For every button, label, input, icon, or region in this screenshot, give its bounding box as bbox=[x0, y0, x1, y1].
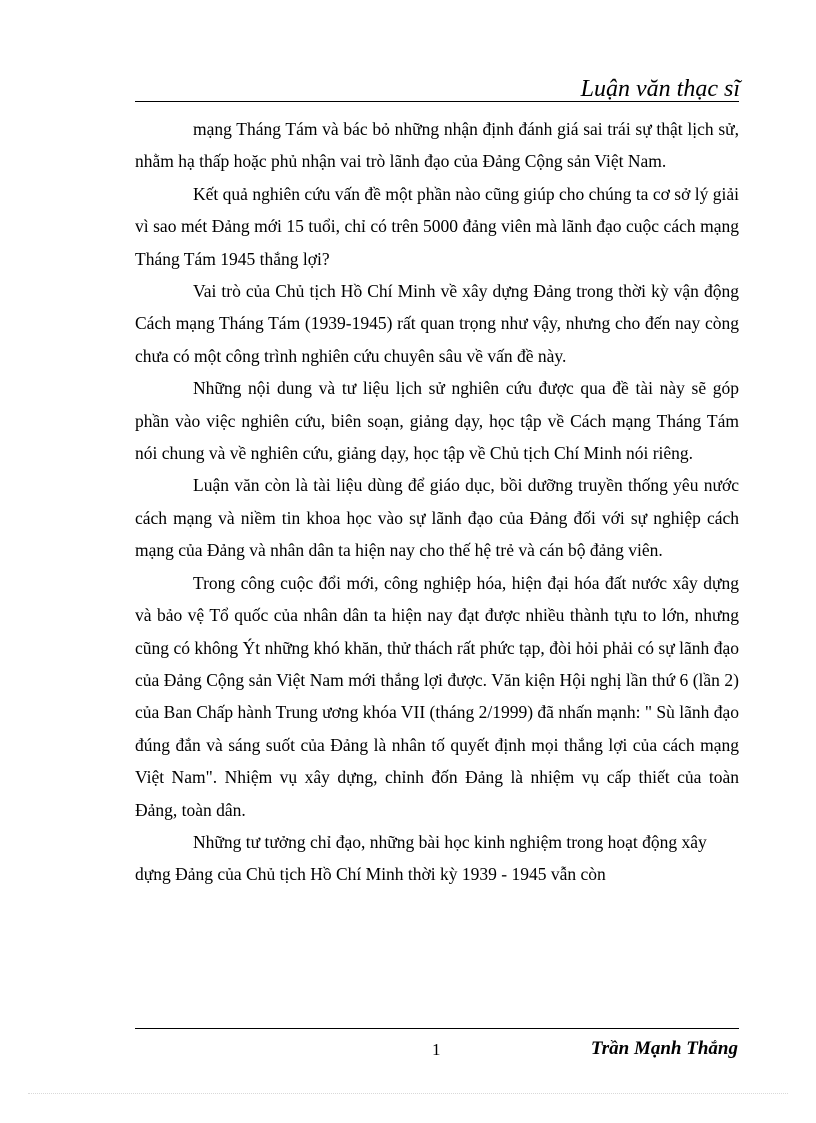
body-text bbox=[135, 113, 739, 891]
paragraph: Trong công cuộc đổi mới, công nghiệp hóa, hiện đại hóa đất nước xây dựng và bảo vệ Tổ quốc của nhân dân ta hiện nay đạt được nhiều thành tựu to lớn, nhưng cũng có không Ýt những khó khăn, thử thách rất phức tạp, đòi hỏi phải có sự lãnh đạo của Đảng Cộng sản Việt Nam mới thắng lợi được. Văn kiện Hội nghị lần thứ 6 (lần 2) của Ban Chấp hành Trung ương khóa VII (tháng 2/1999) đã nhấn mạnh: " Sù lãnh đạo đúng đắn và sáng suốt của Đảng là nhân tố quyết định mọi thắng lợi của cách mạng Việt Nam". Nhiệm vụ xây dựng, chỉnh đốn Đảng là nhiệm vụ cấp thiết của toàn Đảng, toàn dân. bbox=[135, 572, 739, 820]
paragraph: Kết quả nghiên cứu vấn đề một phần nào cũng giúp cho chúng ta cơ sở lý giải vì sao mét Đảng mới 15 tuổi, chỉ có trên 5000 đảng viên mà lãnh đạo cuộc cách mạng Tháng Tám 1945 thắng lợi? bbox=[135, 183, 739, 269]
header-title: Luận văn thạc sĩ bbox=[580, 76, 740, 102]
author-name: Trần Mạnh Thắng bbox=[590, 1038, 738, 1059]
paragraph: Những nội dung và tư liệu lịch sử nghiên cứu được qua đề tài này sẽ góp phần vào việc nghiên cứu, biên soạn, giảng dạy, học tập về Cách mạng Tháng Tám nói chung và về nghiên cứu, giảng dạy, học tập về Chủ tịch Chí Minh nói riêng. bbox=[135, 378, 739, 464]
footer-rule bbox=[135, 1028, 739, 1029]
paragraph: mạng Tháng Tám và bác bỏ những nhận định đánh giá sai trái sự thật lịch sử, nhằm hạ thấp hoặc phủ nhận vai trò lãnh đạo của Đảng Cộng sản Việt Nam. bbox=[135, 119, 739, 172]
paragraph: Vai trò của Chủ tịch Hồ Chí Minh về xây dựng Đảng trong thời kỳ vận động Cách mạng Tháng Tám (1939-1945) rất quan trọng như vậy, nhưng cho đến nay còng chưa có một công trình nghiên cứu chuyên sâu về vấn đề này. bbox=[135, 281, 739, 366]
page-number: 1 bbox=[432, 1040, 441, 1059]
header-rule bbox=[135, 101, 739, 102]
paragraph: Luận văn còn là tài liệu dùng để giáo dục, bồi dưỡng truyền thống yêu nước cách mạng và niềm tin khoa học vào sự lãnh đạo của Đảng đối với sự nghiệp cách mạng của Đảng và nhân dân ta hiện nay cho thế hệ trẻ và cán bộ đảng viên. bbox=[135, 475, 739, 561]
page-edge-divider bbox=[28, 1093, 788, 1094]
paragraph: Những tư tưởng chỉ đạo, những bài học kinh nghiệm trong hoạt động xây dựng Đảng của Chủ tịch Hồ Chí Minh thời kỳ 1939 - 1945 vẫn còn bbox=[135, 831, 707, 885]
